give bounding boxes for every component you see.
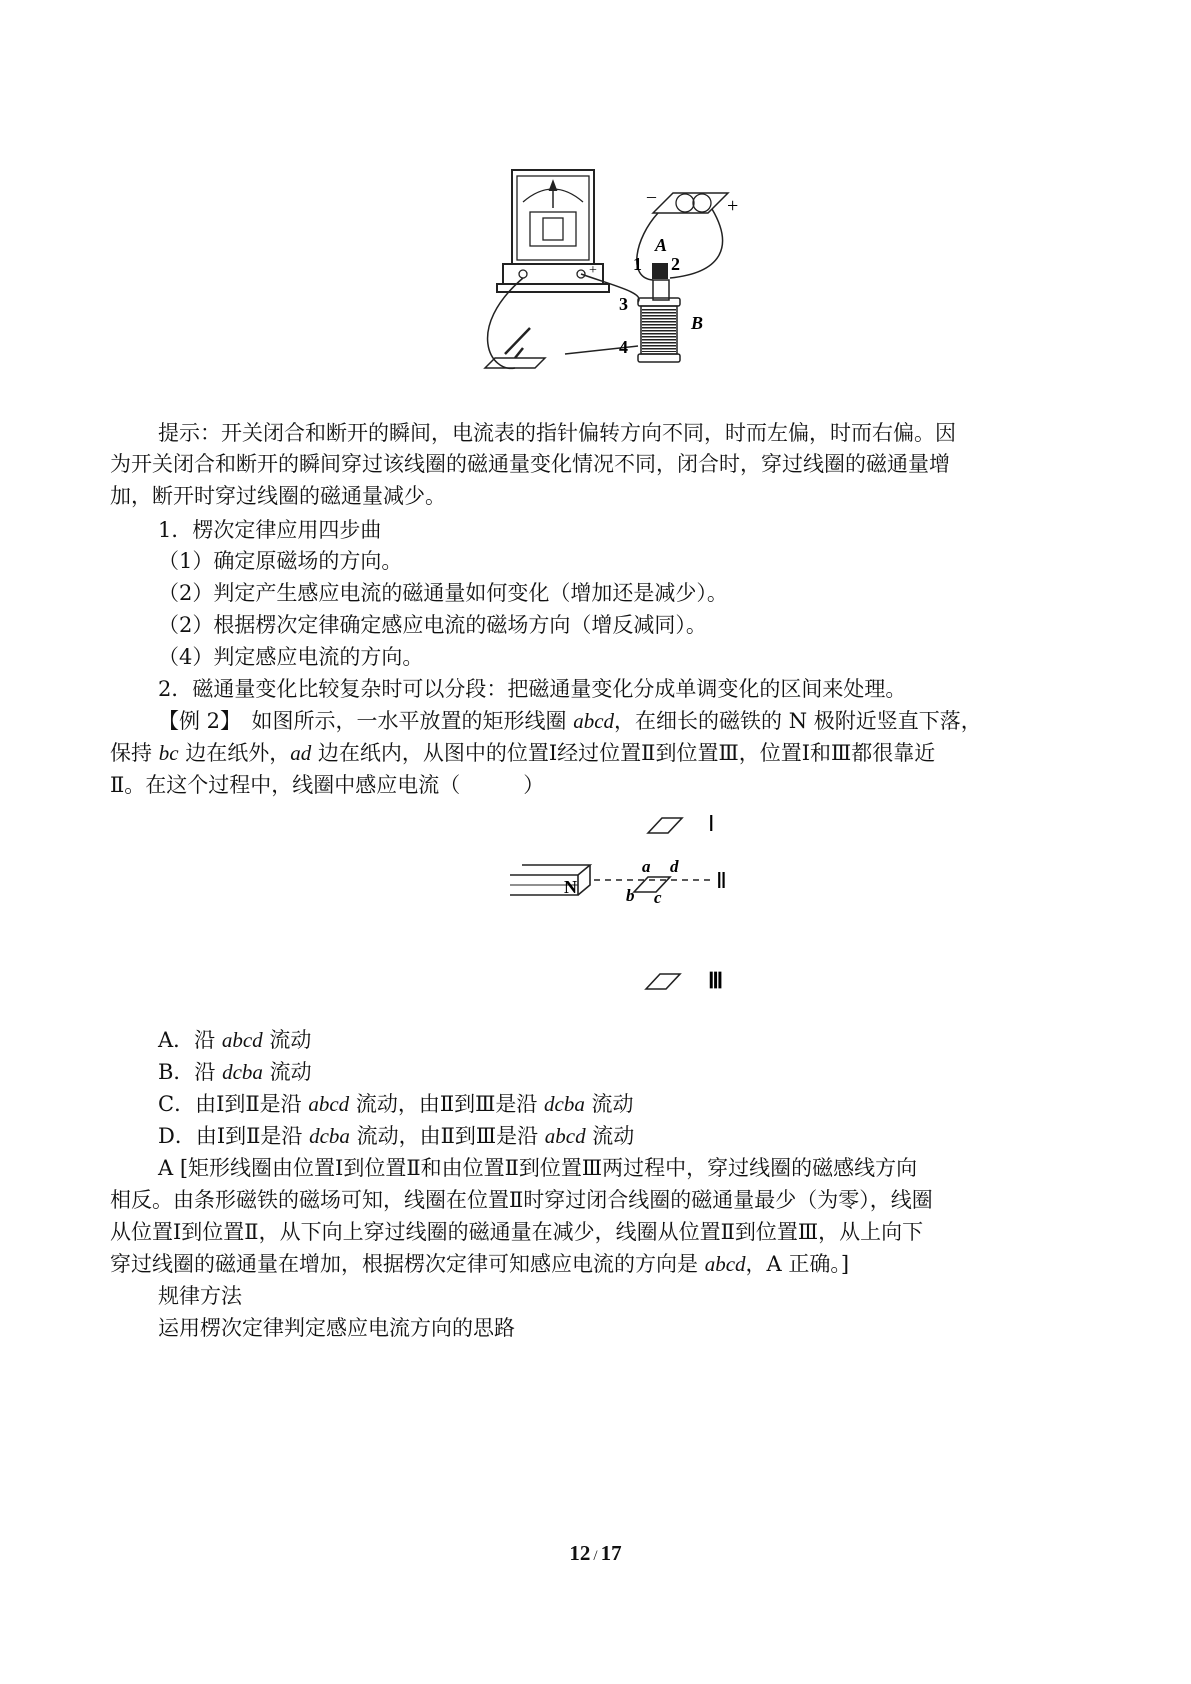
section1-step-2: （2）判定产生感应电流的磁通量如何变化（增加还是减少）。 — [158, 581, 728, 605]
answer-line-1: A [矩形线圈由位置Ⅰ到位置Ⅱ和由位置Ⅱ到位置Ⅲ两过程中，穿过线圈的磁感线方向 — [158, 1156, 918, 1180]
option-c: C．由Ⅰ到Ⅱ是沿 abcd 流动，由Ⅱ到Ⅲ是沿 dcba 流动 — [158, 1092, 634, 1116]
answer-line-4: 穿过线圈的磁通量在增加，根据楞次定律可知感应电流的方向是 abcd，A 正确。] — [110, 1252, 850, 1276]
label-4: 4 — [619, 337, 628, 357]
label-2: 2 — [671, 254, 680, 274]
method-text: 运用楞次定律判定感应电流方向的思路 — [158, 1316, 515, 1340]
meter-plus: + — [589, 263, 597, 278]
magnet-pole-label: N — [564, 877, 577, 897]
coil-label-c: c — [654, 888, 662, 907]
coil-label-b: b — [626, 886, 635, 905]
option-d: D．由Ⅰ到Ⅱ是沿 dcba 流动，由Ⅱ到Ⅲ是沿 abcd 流动 — [158, 1124, 635, 1148]
answer-line-3: 从位置Ⅰ到位置Ⅱ，从下向上穿过线圈的磁通量在减少，线圈从位置Ⅱ到位置Ⅲ，从上向下 — [110, 1220, 924, 1244]
section2-title: 2．磁通量变化比较复杂时可以分段：把磁通量变化分成单调变化的区间来处理。 — [158, 677, 907, 701]
example-line-2: 保持 bc 边在纸外，ad 边在纸内，从图中的位置Ⅰ经过位置Ⅱ到位置Ⅲ，位置Ⅰ和Ⅲ都很靠近 — [110, 741, 936, 765]
example-line-3: Ⅱ。在这个过程中，线圈中感应电流（ ） — [110, 773, 545, 797]
hint-line-2: 为开关闭合和断开的瞬间穿过该线圈的磁通量变化情况不同，闭合时，穿过线圈的磁通量增 — [110, 452, 950, 476]
section1-step-4: （4）判定感应电流的方向。 — [158, 645, 424, 669]
option-b: B．沿 dcba 流动 — [158, 1060, 312, 1084]
position-II-label: Ⅱ — [716, 868, 727, 893]
label-A: A — [655, 235, 668, 255]
battery-plus: + — [727, 195, 739, 217]
section1-step-3: （2）根据楞次定律确定感应电流的磁场方向（增反减同）。 — [158, 613, 707, 637]
option-a: A．沿 abcd 流动 — [158, 1028, 312, 1052]
battery-minus: – — [647, 186, 656, 206]
hint-line-1: 提示：开关闭合和断开的瞬间，电流表的指针偏转方向不同，时而左偏，时而右偏。因 — [158, 421, 956, 445]
magnet-coil-figure — [508, 803, 738, 1003]
position-I-label: Ⅰ — [708, 811, 715, 836]
hint-line-3: 加，断开时穿过线圈的磁通量减少。 — [110, 484, 446, 508]
method-title: 规律方法 — [158, 1284, 242, 1308]
label-B: B — [691, 313, 704, 333]
example-line-1: 【例 2】 如图所示，一水平放置的矩形线圈 abcd，在细长的磁铁的 N 极附近竖直下落， — [158, 709, 982, 733]
position-III-label: Ⅲ — [708, 968, 724, 993]
page-number: 12 / 17 — [569, 1541, 622, 1565]
section1-step-1: （1）确定原磁场的方向。 — [158, 549, 403, 573]
induction-circuit-figure — [495, 168, 739, 402]
coil-label-d: d — [670, 857, 679, 876]
label-3: 3 — [619, 294, 628, 314]
answer-line-2: 相反。由条形磁铁的磁场可知，线圈在位置Ⅱ时穿过闭合线圈的磁通量最少（为零），线圈 — [110, 1188, 933, 1212]
section1-title: 1．楞次定律应用四步曲 — [158, 518, 382, 542]
label-1: 1 — [633, 254, 642, 274]
coil-label-a: a — [642, 857, 651, 876]
